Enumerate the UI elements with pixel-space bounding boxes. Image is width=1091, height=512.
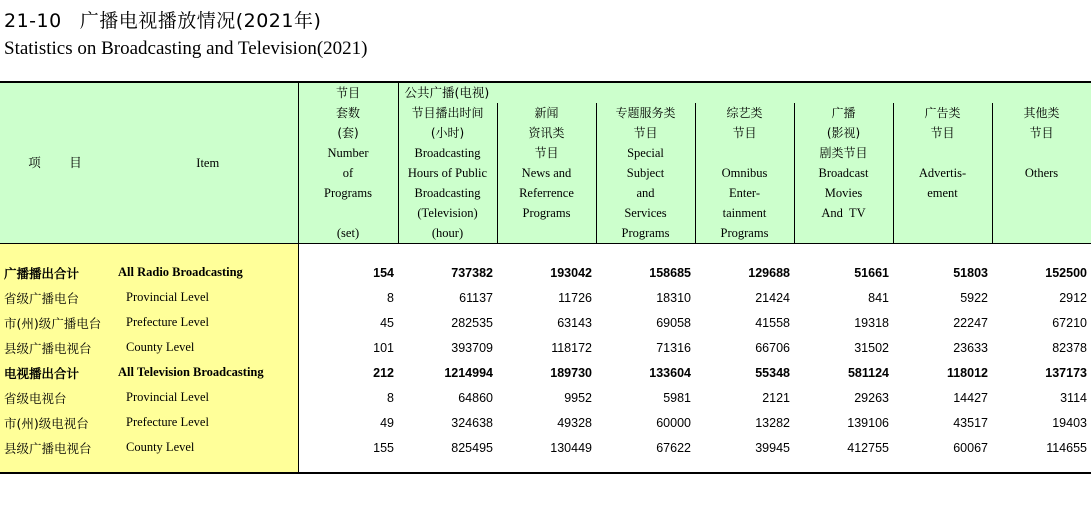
group-header-public: 公共广播(电视) [398,83,1091,103]
value-cell: 45 [380,315,394,330]
value-cell: 5922 [960,290,988,305]
table-header [0,83,1091,244]
table-code: 21-10 [4,10,62,32]
col-advert: 广告类 节目 Advertis- ement [893,103,992,244]
col-news: 新闻 资讯类 节目 News and Referrence Programs [497,103,596,244]
value-cell: 412755 [847,440,889,455]
value-cell: 71316 [656,340,691,355]
row-label-en: County Level [118,435,298,460]
value-cell: 737382 [451,265,493,280]
table-row [0,335,1091,360]
table-row [0,244,1091,286]
table-bottom-spacer [0,460,1091,473]
value-cell: 69058 [656,315,691,330]
value-cell: 133604 [649,365,691,380]
row-label-cn: 省级电视台 [0,385,118,410]
value-cell: 324638 [451,415,493,430]
row-label-en: County Level [118,335,298,360]
col-drama: 广播 (影视) 剧类节目 Broadcast Movies And TV [794,103,893,244]
value-cell: 67210 [1052,315,1087,330]
value-cell: 41558 [755,315,790,330]
row-label-en: All Television Broadcasting [118,360,298,385]
col-hours: 节目播出时间 (小时) Broadcasting Hours of Public Broadcasting (Television) (hour) [398,103,497,244]
value-cell: 1214994 [444,365,493,380]
value-cell: 393709 [451,340,493,355]
value-cell: 841 [868,290,889,305]
value-cell: 154 [373,265,394,280]
value-cell: 51803 [953,265,988,280]
value-cell: 155 [373,440,394,455]
table-body [0,244,1091,474]
row-label-en: Prefecture Level [118,310,298,335]
value-cell: 581124 [847,365,889,380]
value-cell: 130449 [550,440,592,455]
value-cell: 19318 [854,315,889,330]
col-others: 其他类 节目 Others [992,103,1091,244]
row-label-en: Prefecture Level [118,410,298,435]
col-number: 节目 套数 (套) Number of Programs (set) [298,83,398,244]
table-title-cn [4,6,321,33]
table-row [0,360,1091,385]
value-cell: 129688 [748,265,790,280]
value-cell: 3114 [1060,390,1087,405]
table-row [0,435,1091,460]
value-cell: 60067 [953,440,988,455]
row-label-cn: 省级广播电台 [0,285,118,310]
value-cell: 31502 [854,340,889,355]
table-row [0,385,1091,410]
item-header-en: Item [118,83,298,244]
value-cell: 5981 [663,390,691,405]
value-cell: 193042 [550,265,592,280]
value-cell: 29263 [854,390,889,405]
value-cell: 39945 [755,440,790,455]
value-cell: 23633 [953,340,988,355]
table-title-en: Statistics on Broadcasting and Television(2021) [4,38,368,59]
value-cell: 64860 [458,390,493,405]
col-omnibus: 综艺类 节目 Omnibus Enter- tainment Programs [695,103,794,244]
value-cell: 137173 [1045,365,1087,380]
value-cell: 2912 [1059,290,1087,305]
value-cell: 19403 [1052,415,1087,430]
col-special: 专题服务类 节目 Special Subject and Services Programs [596,103,695,244]
value-cell: 152500 [1045,265,1087,280]
item-header-cn: 项 目 [0,83,118,244]
row-label-cn: 县级广播电视台 [0,435,118,460]
value-cell: 282535 [451,315,493,330]
value-cell: 11726 [558,290,592,305]
row-label-en: Provincial Level [118,385,298,410]
row-label-cn: 广播播出合计 [0,244,118,286]
value-cell: 61137 [459,290,493,305]
value-cell: 60000 [656,415,691,430]
value-cell: 13282 [755,415,790,430]
value-cell: 55348 [755,365,790,380]
row-label-en: All Radio Broadcasting [118,244,298,286]
value-cell: 14427 [953,390,988,405]
row-label-cn: 市(州)级广播电台 [0,310,118,335]
table-row [0,410,1091,435]
value-cell: 18310 [656,290,691,305]
table-row [0,285,1091,310]
value-cell: 82378 [1052,340,1087,355]
value-cell: 212 [373,365,394,380]
value-cell: 43517 [953,415,988,430]
title-cn-text: 广播电视播放情况(2021年) [79,10,322,32]
value-cell: 118172 [551,340,592,355]
value-cell: 101 [373,340,394,355]
row-label-cn: 市(州)级电视台 [0,410,118,435]
value-cell: 114655 [1046,440,1087,455]
value-cell: 139106 [847,415,889,430]
value-cell: 67622 [656,440,691,455]
value-cell: 189730 [550,365,592,380]
value-cell: 825495 [451,440,493,455]
value-cell: 49328 [557,415,592,430]
value-cell: 2121 [762,390,790,405]
value-cell: 49 [380,415,394,430]
value-cell: 22247 [953,315,988,330]
value-cell: 63143 [557,315,592,330]
table-row [0,310,1091,335]
value-cell: 51661 [854,265,889,280]
value-cell: 8 [387,390,394,405]
row-label-en: Provincial Level [118,285,298,310]
value-cell: 9952 [564,390,592,405]
value-cell: 158685 [649,265,691,280]
value-cell: 66706 [755,340,790,355]
stats-table [0,83,1091,474]
value-cell: 8 [387,290,394,305]
value-cell: 118012 [946,365,988,380]
row-label-cn: 县级广播电视台 [0,335,118,360]
row-label-cn: 电视播出合计 [0,360,118,385]
value-cell: 21424 [755,290,790,305]
